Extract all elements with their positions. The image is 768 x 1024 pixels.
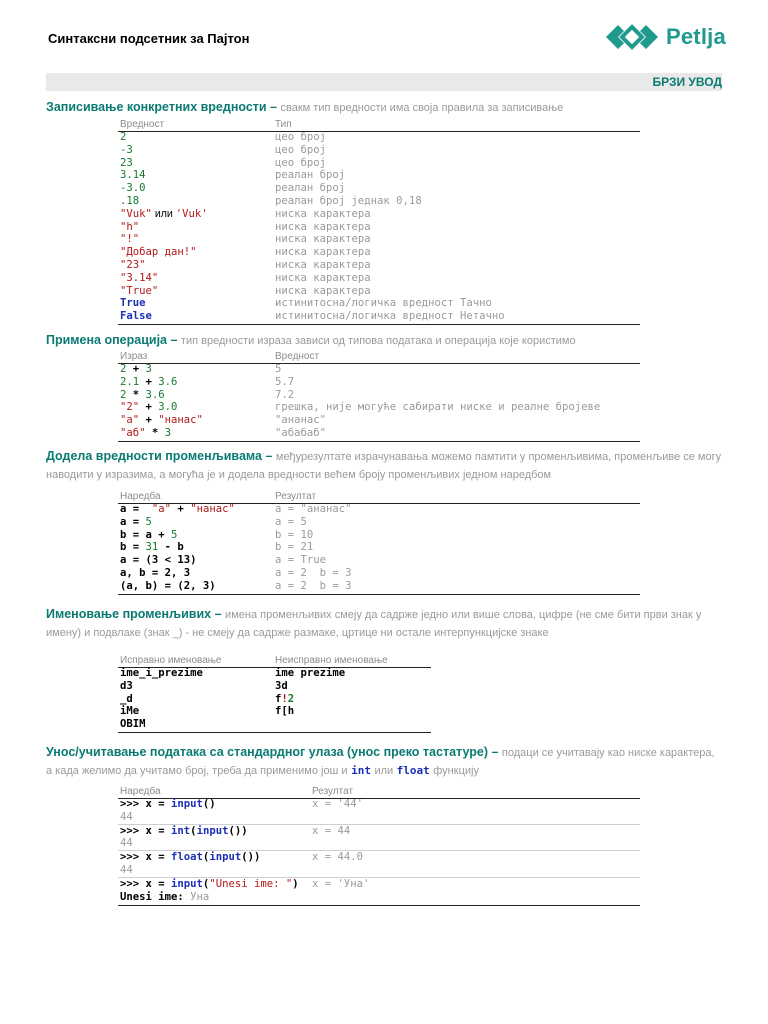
float-keyword: float [396,764,430,777]
s5-table [120,798,640,903]
section4-desc: имена променљивих смеју да садрже једно или више слова, цифре (не сме бити први знак у имену) и подвлаке (знак _) - не смеју да садрже размаке, цртице ни остале интерпункцијске знаке [46,609,702,639]
table-row: d3 3d [120,679,288,692]
table-row: >>> x = input() x = '44' 44 [120,798,364,823]
section5-desc-a: подаци се учитавају као ниске карактера, [501,747,715,759]
petlja-logo [604,22,726,52]
section1-desc: свакм тип вредности има своја правила за записивање [280,102,564,114]
table-row: iMe f[h [120,705,295,718]
s2-col-value: Вредност [275,351,320,362]
section4-heading: Именовање променљивих – имена променљивих смеју да садрже једно или више слова, цифре (не сме бити први знак у имену) и подвлаке (знак _) - не смеју да садрже размаке, цртице ни остале интерпункцијске знаке [46,607,702,639]
table-row: >>> x = input("Unesi ime: ") x = 'Уна' Unesi ime: Уна [120,877,370,903]
table-row: 2 + 3 5 [120,363,282,375]
s2-col-expr: Израз [120,351,148,362]
table-row: "Добар дан!" ниска карактера [120,246,371,259]
logo-text: Petlja [666,24,726,49]
s4-col-ok: Исправно именовање [120,655,222,666]
table-row: "!" ниска карактера [120,233,371,246]
s1-col-value: Вредност [120,119,165,130]
table-row: (a, b) = (2, 3) a = 2 b = 3 [120,579,352,592]
s3-col-cmd: Наредба [120,491,161,502]
section2-desc: тип вредности израза зависи од типова података и операција које користимо [180,335,576,347]
section5-heading: Унос/учитавање података са стандардног улаза (унос преко тастатуре) – подаци се учитавају као ниске карактера, а када желимо да учитамо број, треба да применимо још и int или float функцију [46,745,715,777]
s4-bottom-rule [118,732,431,733]
s4-col-bad: Неисправно именовање [275,655,388,666]
s4-table [120,667,430,731]
table-row: "Vuk" или 'Vuk' ниска карактера [120,207,371,220]
section-banner [46,73,722,91]
section4-title: Именовање променљивих [46,607,212,621]
table-row: OBIM [120,718,146,731]
section3-heading: Додела вредности променљивама – међурезултате израчунавања можемо памтити у променљивима, променљиве се могу наводити у изразима, а могућа је и додела вредности већем броју променљивих једном наредбом [46,449,722,481]
table-row: 23 цео број [120,156,327,169]
section3-desc: међурезултате израчунавања можемо памтити у променљивима, променљиве се могу наводити у изразима, а могућа је и додела вредности већем броју променљивих једном наредбом [46,451,722,481]
section3-title: Додела вредности променљивама [46,449,262,463]
table-row: >>> x = float(input()) x = 44.0 44 [120,851,364,876]
table-row: a = "a" + "нанас" a = "ананас" [120,503,352,515]
table-row: 3.14 реалан број [120,169,346,182]
table-row: _d f!2 [120,692,295,705]
s2-bottom-rule [118,441,640,442]
table-row: >>> x = int(input()) x = 44 44 [120,824,351,850]
s2-table [120,363,640,440]
table-row: "2" + 3.0 грешка, није могуће сабирати ниске и реалне бројеве [120,401,601,414]
table-row: a, b = 2, 3 a = 2 b = 3 [120,566,352,579]
table-row: a = (3 < 13) a = True [120,554,327,567]
section5-title: Унос/учитавање података са стандардног улаза (унос преко тастатуре) [46,745,488,759]
s5-col-cmd: Наредба [120,786,161,797]
table-row: b = a + 5 b = 10 [120,528,314,541]
section1-title: Записивање конкретних вредности [46,100,267,114]
table-row: 2 * 3.6 7.2 [120,388,295,401]
table-row: ime_i_prezime ime prezime [120,667,346,679]
s5-col-result: Резултат [312,786,354,797]
s3-bottom-rule [118,594,640,595]
table-row: -3.0 реалан број [120,182,346,195]
petlja-logo-icon [604,22,660,52]
table-row: "h" ниска карактера [120,220,371,233]
table-row: False истинитосна/логичка вредност Нетачно [120,310,505,323]
table-row: "3.14" ниска карактера [120,271,371,284]
table-row: "аб" * 3 "абабаб" [120,426,327,439]
table-row: "a" + "нанас" "ананас" [120,414,327,427]
banner-label: БРЗИ УВОД [652,75,722,89]
section2-title: Примена операција [46,333,167,347]
s3-table [120,503,640,593]
section5-desc-b: а када желимо да учитамо број, треба да применимо још и [46,765,348,777]
table-row: a = 5 a = 5 [120,515,307,528]
table-row: "True" ниска карактера [120,284,371,297]
s1-col-type: Тип [275,119,292,130]
table-row: b = 31 - b b = 21 [120,541,314,554]
int-keyword: int [351,764,371,777]
table-row: 2.1 + 3.6 5.7 [120,375,295,388]
document-title: Синтаксни подсетник за Пајтон [48,31,250,46]
table-row: .18 реалан број једнак 0,18 [120,194,422,207]
table-row: 2 цео број [120,131,327,143]
s1-table [120,131,640,323]
s1-bottom-rule [118,324,640,325]
s5-bottom-rule [118,905,640,906]
section1-heading: Записивање конкретних вредности – свакм тип вредности има своја правила за записивање [46,100,564,114]
section2-heading: Примена операција – тип вредности израза зависи од типова података и операција које користимо [46,333,576,347]
table-row: True истинитосна/логичка вредност Тачно [120,297,492,310]
table-row: -3 цео број [120,143,327,156]
table-row: "23" ниска карактера [120,258,371,271]
s3-col-result: Резултат [275,491,317,502]
